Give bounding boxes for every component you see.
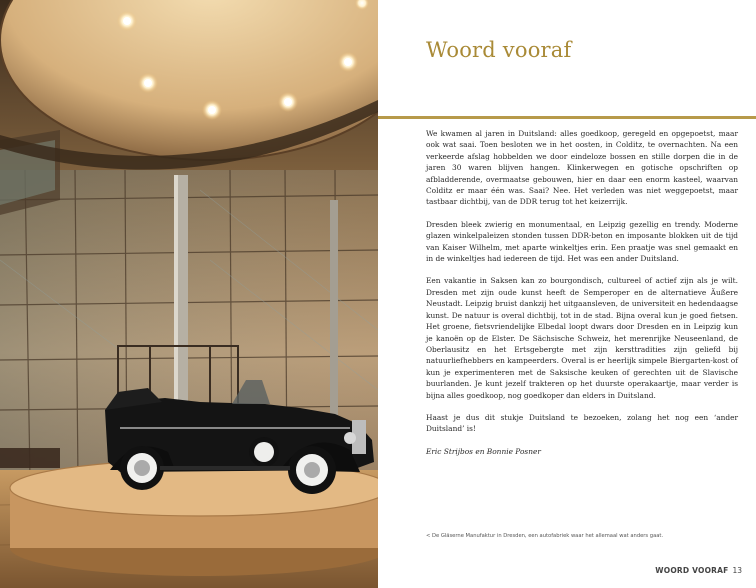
page-folio: [655, 566, 742, 575]
page-title: Woord vooraf: [426, 38, 572, 62]
paragraph: Een vakantie in Saksen kan zo bourgondisch, cultureel of actief zijn als je wilt. Dresden met zijn oude kunst heeft de Semperoper en de alternatieve Äußere Neustadt. Leipzig bruist dankzij het uitgaansleven, de universiteit en hedendaagse kunst. De natuur is overal dichtbij, tot in de stad. Bijna overal kun je goed fietsen. Het groene, fietsvriendelijke Elbedal loopt dwars door Dresden en in Leipzig kun je kanoën op de Elster. De Sächsische Schweiz, het merenrijke Neuseenland, de Oberlausitz en het Ertsgebergte met zijn kersttradities zijn geliefd bij natuurliefhebbers en kampeerders. Overal is er heerlijk simpele Biergarten-kost of kun je experimenteren met de Saksische keuken of gerechten uit de Slavische buurlanden. Je kunt jezelf trakteren op het duurste operakaartje, maar verder is bijna alles goedkoop, nog goedkoper dan elders in Duitsland.: [426, 276, 738, 400]
paragraph: Dresden bleek zwierig en monumentaal, en Leipzig gezellig en trendy. Moderne glazen winkelpaleizen stonden tussen DDR-beton en imposante blokken uit de tijd van Kaiser Wilhelm, met aparte winkeltjes erin. Een praatje was snel gemaakt en in de winkeltjes had iedereen de tijd. Het was een ander Duitsland.: [426, 219, 738, 264]
page-number: 13: [732, 566, 742, 575]
paragraph: We kwamen al jaren in Duitsland: alles goedkoop, geregeld en opgepoetst, maar ook wat saai. Toen besloten we in het oosten, in Colditz, te overnachten. Na een verkeerde afslag hobbelden we door eindeloze bossen en stille dorpen die in de jaren 30 waren blijven hangen. Klinkerwegen en gotische opschriften op afbladderende, overmaatse gebouwen, hier en daar een enorm kasteel, waarvan Colditz er maar één was. Saai? Nee. Het verleden was niet weggepoetst, maar tastbaar dichtbij, van de DDR terug tot het keizerrijk.: [426, 129, 738, 207]
paragraph: Haast je dus dit stukje Duitsland te bezoeken, zolang het nog een ‘ander Duitsland’ is!: [426, 412, 738, 434]
running-section: WOORD VOORAF: [655, 566, 729, 575]
signature: Eric Strijbos en Bonnie Posner: [426, 446, 541, 456]
photo-caption: < De Gläserne Manufaktur in Dresden, een autofabriek waar het allemaal wat anders gaat.: [426, 533, 664, 539]
title-rule: [378, 116, 756, 119]
text-page: [378, 0, 756, 588]
article-body: [426, 128, 738, 468]
